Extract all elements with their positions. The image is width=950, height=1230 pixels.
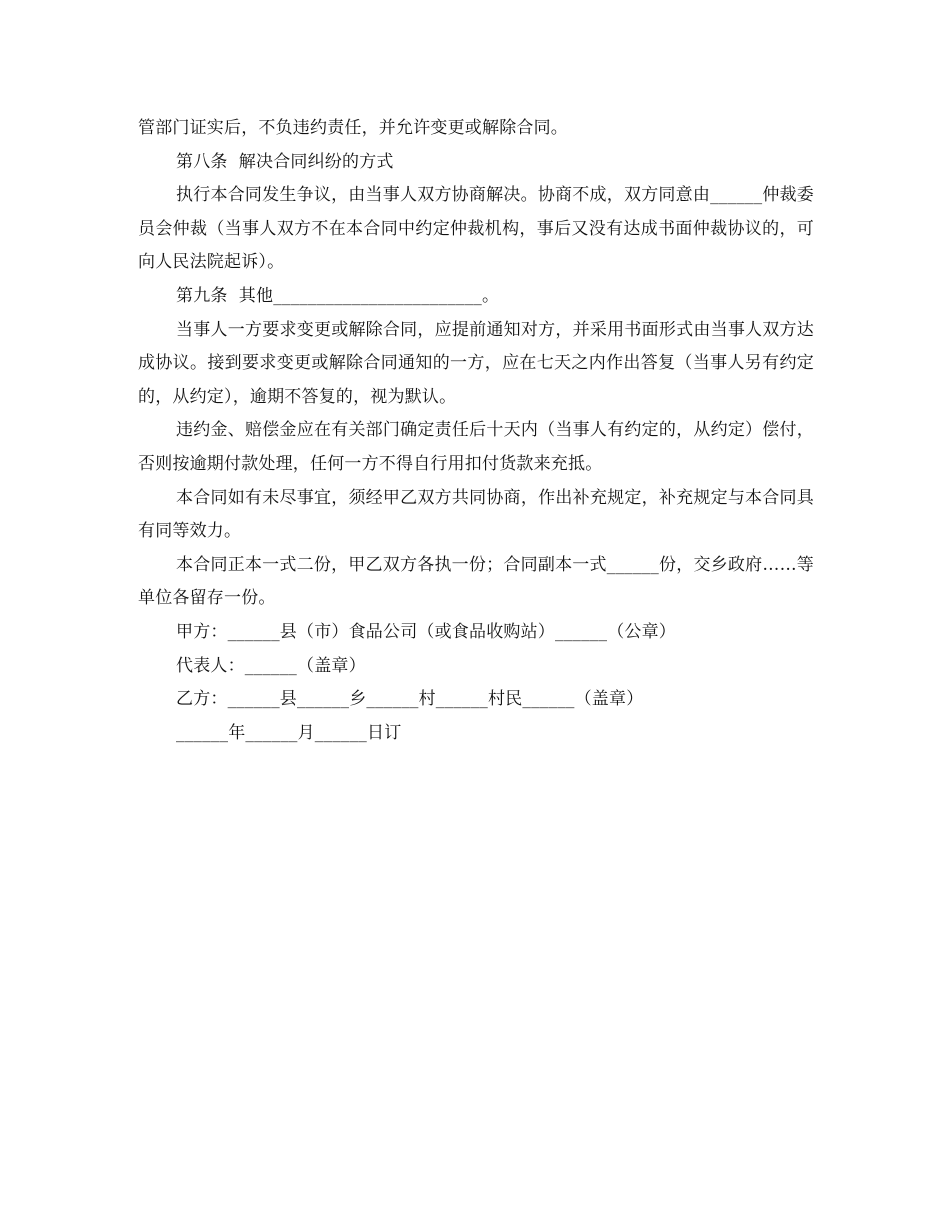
penalty-paragraph: 违约金、赔偿金应在有关部门确定责任后十天内（当事人有约定的，从约定）偿付，否则按逾期付款处理，任何一方不得自行用扣付货款来充抵。 <box>138 420 814 474</box>
contract-change-paragraph: 当事人一方要求变更或解除合同，应提前通知对方，并采用书面形式由当事人双方达成协议。接到要求变更或解除合同通知的一方，应在七天之内作出答复（当事人另有约定的，从约定），逾期不答复的，视为默认。 <box>138 319 814 407</box>
signing-date-line: ______年______月______日订 <box>176 722 402 743</box>
document-body <box>138 112 814 750</box>
paragraph-continuation: 管部门证实后，不负违约责任，并允许变更或解除合同。 <box>138 118 568 138</box>
party-b-signature-line: 乙方：______县______乡______村______村民______（盖章） <box>176 689 644 710</box>
representative-signature-line: 代表人：______（盖章） <box>176 655 366 676</box>
article-8-heading: 第八条 解决合同纠纷的方式 <box>176 151 394 172</box>
supplement-paragraph: 本合同如有未尽事宜，须经甲乙双方共同协商，作出补充规定，补充规定与本合同具有同等效力。 <box>138 487 814 542</box>
article-9-heading: 第九条 其他________________________。 <box>176 285 500 306</box>
party-a-signature-line: 甲方：______县（市）食品公司（或食品收购站）______（公章） <box>176 621 676 642</box>
dispute-resolution-paragraph: 执行本合同发生争议，由当事人双方协商解决。协商不成，双方同意由______仲裁委员会仲裁（当事人双方不在本合同中约定仲裁机构，事后又没有达成书面仲裁协议的，可向人民法院起诉）。 <box>138 185 814 273</box>
copies-paragraph: 本合同正本一式二份，甲乙双方各执一份；合同副本一式______份，交乡政府……等单位各留存一份。 <box>138 554 814 609</box>
